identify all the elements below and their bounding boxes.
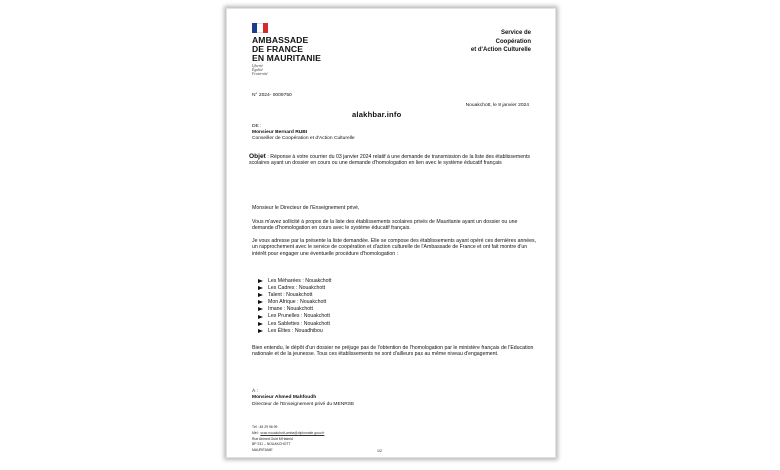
watermark-text: alakhbar.info (352, 110, 402, 119)
sender-name: Monsieur Bernard RUBI (252, 130, 308, 136)
embassy-line: DE FRANCE (252, 43, 304, 54)
footer-tel: Tél : 45 29 96 99 (252, 425, 278, 429)
school-name: Talent : Nouakchott (268, 292, 313, 299)
arrow-bullet-icon (258, 286, 264, 291)
sender-label: DE : (252, 124, 262, 129)
sender-title: Conseiller de Coopération et d'Action Culturelle (252, 136, 355, 142)
recipient-block (252, 389, 354, 408)
arrow-bullet-icon (258, 322, 264, 327)
footer-address: Rue Ahmed Ould M'Haimid (252, 436, 293, 441)
list-item (258, 285, 331, 292)
footer-mail-line (252, 431, 324, 437)
paragraph-2: Je vous adresse par la présente la liste demandée. Elle se compose des établissements ayant opéré ces dernières années, un rapprochement avec le service de coopération et d'action culturelle de l'Ambassade de France et ont fait montre d'un intérêt pour engager une éventuelle procédure d'homologation : (252, 238, 537, 257)
page-number: 1/2 (377, 449, 382, 453)
list-item (258, 313, 331, 320)
footer-mail-label: Mél : (252, 430, 260, 435)
french-flag-icon (252, 23, 268, 33)
arrow-bullet-icon (258, 300, 264, 305)
service-heading (471, 29, 531, 55)
recipient-label: À : (252, 389, 258, 394)
arrow-bullet-icon (258, 307, 264, 312)
service-line: Service de (500, 30, 531, 36)
recipient-name: Monsieur Ahmed Mahfoudh (252, 395, 317, 401)
list-item (258, 306, 331, 313)
paragraph-1: Vous m'avez sollicité à propos de la liste des établissements scolaires privés de Mauritanie ayant un dossier ou une demande d'homologation en cours avec le système éducatif français. (252, 219, 518, 232)
paragraph-3: Bien entendu, le dépôt d'un dossier ne préjuge pas de l'obtention de l'homologation par le ministère français de l'Education nationale et de la jeunesse. Tous ces établissements ne sont d'ailleurs pas au même niveau d'engagement. (252, 345, 534, 358)
sender-block (252, 124, 355, 143)
subject-text: : Réponse à votre courrier du 03 janvier 2024 relatif à une demande de transmission de la liste des établissements scolaires ayant un dossier en cours ou une demande d'homologation en lien avec le système éducatif français (249, 154, 531, 167)
arrow-bullet-icon (258, 315, 264, 320)
subject-block (249, 154, 537, 167)
embassy-line: EN MAURITANIE (252, 52, 321, 63)
school-name: Imane : Nouakchott (268, 306, 313, 313)
motto-line: Fraternité (252, 72, 268, 77)
schools-list (258, 278, 331, 335)
list-item (258, 328, 331, 335)
footer-contact (252, 425, 324, 454)
arrow-bullet-icon (258, 329, 264, 334)
recipient-title: Directeur de l'Enseignement privé du MENRSE (252, 401, 355, 407)
arrow-bullet-icon (258, 279, 264, 284)
list-item (258, 278, 331, 285)
reference-number: N° 2024- 0009750 (252, 93, 292, 98)
motto-line: Égalité (252, 68, 263, 73)
school-name: Les Prunelles : Nouakchott (268, 313, 330, 320)
subject-label: Objet (249, 153, 266, 160)
list-item (258, 292, 331, 299)
salutation: Monsieur le Directeur de l'Enseignement privé, (252, 205, 360, 211)
footer-country: MAURITANIE (252, 448, 273, 453)
service-line: et d'Action Culturelle (470, 47, 531, 54)
school-name: Les Méharées : Nouakchott (268, 278, 332, 284)
letter-page (226, 8, 556, 458)
footer-bp: BP 231 – NOUAKCHOTT (252, 442, 291, 447)
school-name: Mon Afrique : Nouakchott (268, 299, 327, 306)
republic-motto (252, 64, 268, 77)
school-name: Les Cadres : Nouakchott (268, 285, 326, 292)
embassy-name (252, 36, 321, 62)
list-item (258, 321, 331, 328)
footer-mail-link[interactable]: scac.nouakchott-amba@diplomatie.gouv.fr (260, 430, 325, 435)
place-date: Nouakchott, le 8 janvier 2024 (465, 103, 529, 108)
embassy-line: AMBASSADE (252, 35, 309, 45)
service-line: Coopération (495, 38, 531, 45)
list-item (258, 299, 331, 306)
motto-line: Liberté (252, 64, 263, 68)
school-name: Les Sablettes : Nouakchott (268, 320, 330, 327)
arrow-bullet-icon (258, 293, 264, 298)
school-name: Les Élites : Nouadhibou (268, 327, 323, 334)
